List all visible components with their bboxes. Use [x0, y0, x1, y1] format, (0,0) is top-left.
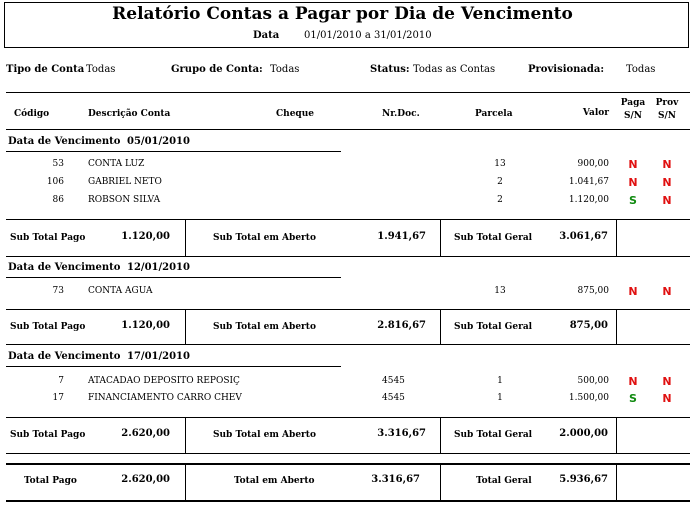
row-codigo: 53 — [52, 159, 64, 169]
group-rule — [6, 151, 341, 152]
sub-geral-value: 3.061,67 — [559, 231, 608, 242]
row-parcela: 2 — [497, 195, 503, 205]
subtotal-bottom-rule — [6, 256, 690, 257]
col-parcela: Parcela — [475, 109, 513, 119]
sub-geral-label: Sub Total Geral — [454, 233, 533, 243]
row-nrdoc: 4545 — [382, 393, 405, 403]
row-prov: N — [662, 392, 672, 405]
subtotal-divider — [185, 309, 186, 344]
report-title: Relatório Contas a Pagar por Dia de Vencimento — [112, 4, 573, 24]
row-valor: 875,00 — [577, 286, 609, 296]
row-descricao: FINANCIAMENTO CARRO CHEV — [88, 393, 242, 403]
col-paga-1: Paga — [620, 98, 646, 108]
filter-grupo-label: Grupo de Conta: — [171, 64, 263, 75]
subtotal-divider — [616, 309, 617, 344]
total-bottom-rule — [6, 500, 690, 502]
row-parcela: 13 — [494, 286, 506, 296]
group-date-label: Data de Vencimento — [8, 351, 121, 362]
sub-geral-value: 875,00 — [569, 320, 608, 331]
sub-aberto-label: Sub Total em Aberto — [213, 322, 316, 332]
subtotal-divider — [185, 417, 186, 453]
sub-aberto-value: 2.816,67 — [377, 320, 426, 331]
group-date: 12/01/2010 — [127, 262, 190, 273]
row-prov: N — [662, 285, 672, 298]
sub-aberto-value: 3.316,67 — [377, 428, 426, 439]
row-descricao: GABRIEL NETO — [88, 177, 162, 187]
period-value: 01/01/2010 a 31/01/2010 — [304, 30, 432, 41]
sub-aberto-label: Sub Total em Aberto — [213, 430, 316, 440]
row-parcela: 2 — [497, 177, 503, 187]
subtotal-divider — [616, 219, 617, 256]
sub-aberto-label: Sub Total em Aberto — [213, 233, 316, 243]
total-divider — [440, 465, 441, 500]
sub-geral-label: Sub Total Geral — [454, 322, 533, 332]
subtotal-top-rule — [6, 309, 690, 310]
group-date-label: Data de Vencimento — [8, 136, 121, 147]
subtotal-bottom-rule — [6, 344, 690, 345]
row-prov: N — [662, 194, 672, 207]
subtotal-top-rule — [6, 219, 690, 220]
filter-tipo-label: Tipo de Conta — [6, 64, 85, 75]
filter-status-label: Status: — [370, 64, 410, 75]
row-paga: N — [628, 176, 638, 189]
subtotal-divider — [440, 417, 441, 453]
period-label: Data — [253, 30, 280, 41]
sub-pago-value: 2.620,00 — [121, 428, 170, 439]
group-date: 05/01/2010 — [127, 136, 190, 147]
subtotal-top-rule — [6, 417, 690, 418]
row-descricao: CONTA AGUA — [88, 286, 153, 296]
header-top-rule — [6, 92, 690, 93]
col-prov-2: S/N — [657, 111, 676, 121]
row-prov: N — [662, 375, 672, 388]
row-descricao: ATACADAO DEPOSITO REPOSIÇ — [88, 376, 240, 386]
total-divider — [616, 465, 617, 500]
sub-pago-value: 1.120,00 — [121, 320, 170, 331]
row-valor: 1.500,00 — [568, 393, 609, 403]
header-bottom-rule — [6, 129, 690, 130]
filter-prov-value: Todas — [626, 64, 656, 75]
col-descricao: Descrição Conta — [88, 109, 171, 119]
subtotal-divider — [185, 219, 186, 256]
filter-prov-label: Provisionada: — [528, 64, 605, 75]
sub-pago-label: Sub Total Pago — [10, 233, 86, 243]
total-pago-label: Total Pago — [24, 476, 77, 486]
subtotal-divider — [440, 309, 441, 344]
total-pago-value: 2.620,00 — [121, 474, 170, 485]
total-geral-value: 5.936,67 — [559, 474, 608, 485]
row-codigo: 7 — [58, 376, 64, 386]
row-valor: 500,00 — [577, 376, 609, 386]
sub-pago-label: Sub Total Pago — [10, 430, 86, 440]
group-rule — [6, 277, 341, 278]
subtotal-divider — [616, 417, 617, 453]
row-parcela: 1 — [497, 393, 503, 403]
row-valor: 1.041,67 — [568, 177, 609, 187]
subtotal-divider — [440, 219, 441, 256]
row-descricao: ROBSON SILVA — [88, 195, 161, 205]
col-cheque: Cheque — [276, 109, 314, 119]
col-paga-2: S/N — [623, 111, 642, 121]
sub-pago-value: 1.120,00 — [121, 231, 170, 242]
filter-status-value: Todas as Contas — [413, 64, 496, 75]
sub-pago-label: Sub Total Pago — [10, 322, 86, 332]
row-paga: N — [628, 285, 638, 298]
row-valor: 900,00 — [577, 159, 609, 169]
total-top-rule — [6, 463, 690, 465]
row-nrdoc: 4545 — [382, 376, 405, 386]
subtotal-bottom-rule — [6, 453, 690, 454]
row-codigo: 106 — [46, 177, 64, 187]
row-codigo: 17 — [52, 393, 64, 403]
row-paga: N — [628, 158, 638, 171]
total-aberto-value: 3.316,67 — [371, 474, 420, 485]
sub-geral-value: 2.000,00 — [559, 428, 608, 439]
filter-grupo-value: Todas — [270, 64, 300, 75]
total-divider — [185, 465, 186, 500]
total-aberto-label: Total em Aberto — [234, 476, 315, 486]
row-parcela: 1 — [497, 376, 503, 386]
row-parcela: 13 — [494, 159, 506, 169]
row-codigo: 73 — [52, 286, 64, 296]
row-prov: N — [662, 176, 672, 189]
row-paga: S — [629, 392, 637, 405]
row-paga: S — [629, 194, 637, 207]
sub-aberto-value: 1.941,67 — [377, 231, 426, 242]
col-valor: Valor — [582, 108, 609, 118]
row-valor: 1.120,00 — [568, 195, 609, 205]
col-codigo: Código — [14, 109, 50, 119]
col-nrdoc: Nr.Doc. — [382, 109, 420, 119]
filter-tipo-value: Todas — [86, 64, 116, 75]
sub-geral-label: Sub Total Geral — [454, 430, 533, 440]
row-codigo: 86 — [52, 195, 64, 205]
group-date-label: Data de Vencimento — [8, 262, 121, 273]
row-descricao: CONTA LUZ — [88, 159, 145, 169]
group-date: 17/01/2010 — [127, 351, 190, 362]
row-prov: N — [662, 158, 672, 171]
col-prov-1: Prov — [655, 98, 679, 108]
group-rule — [6, 366, 341, 367]
row-paga: N — [628, 375, 638, 388]
total-geral-label: Total Geral — [476, 476, 532, 486]
